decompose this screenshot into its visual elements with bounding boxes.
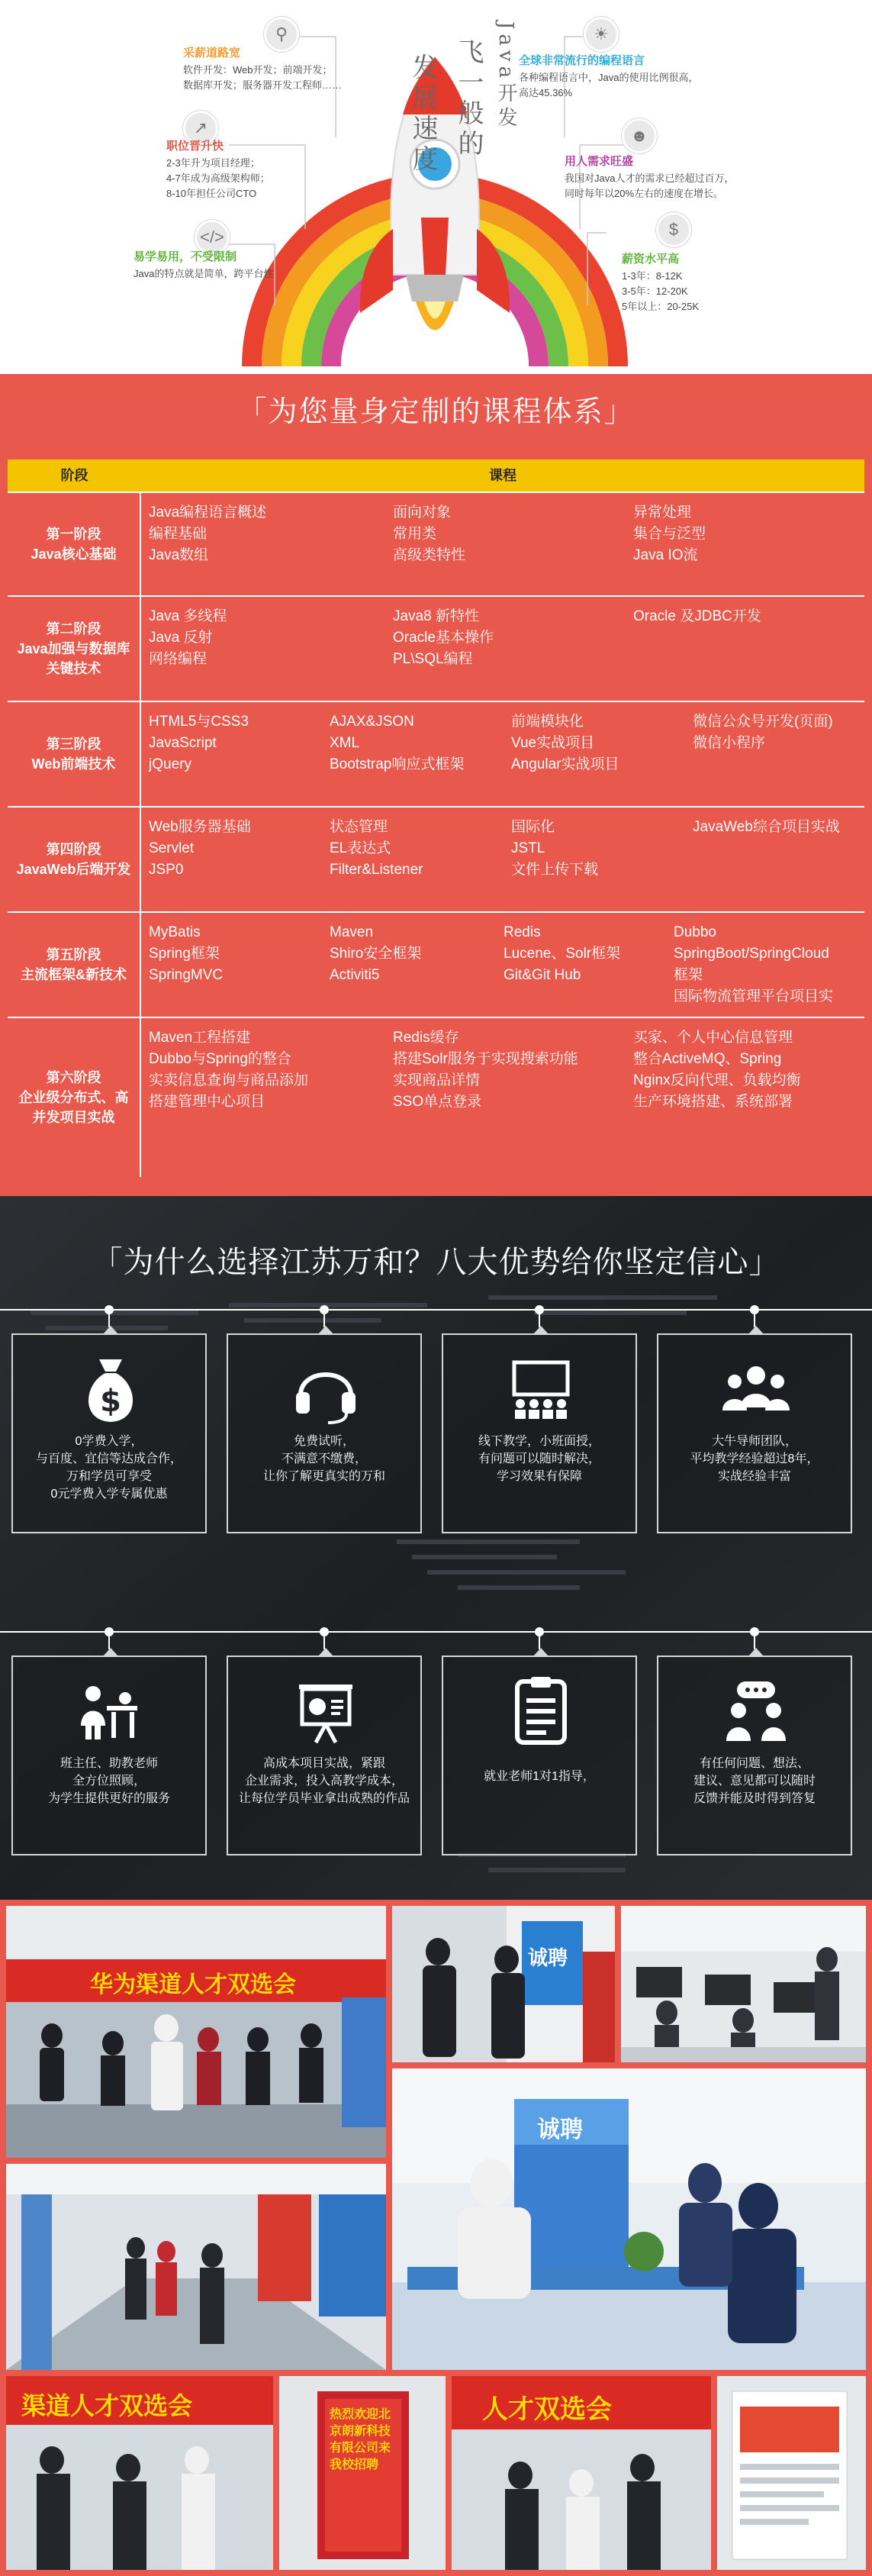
feature-line: 同时每年以20%左右的速度在增长。 (565, 188, 724, 199)
divider (0, 1309, 872, 1311)
feature-title: 用人需求旺盛 (565, 155, 634, 168)
advantage-card (657, 1333, 852, 1533)
photo-gallery (0, 1900, 872, 2576)
feature-demand (565, 153, 816, 202)
globe-icon: ☀ (584, 17, 619, 52)
course-cell: 国际化 JSTL 文件上传下载 (511, 819, 599, 878)
dollar-icon: $ (656, 212, 691, 247)
stage-row-5 (8, 911, 864, 1017)
photo-corridor (6, 2164, 386, 2370)
hero-title-right: 飞一般的 (453, 38, 484, 160)
feature-line: 2-3年升为项目经理； (166, 157, 260, 169)
connector-stem (754, 1633, 755, 1649)
stage-row-3 (8, 701, 864, 806)
course-cell: JavaWeb综合项目实战 (693, 819, 840, 835)
advantages-section (0, 1196, 872, 1900)
connector-stem (108, 1311, 110, 1327)
stage-row-1 (8, 492, 864, 595)
mentor-icon (72, 1674, 149, 1750)
advantage-card (442, 1333, 637, 1533)
stage-name: 第一阶段 Java核心基础 (8, 493, 141, 595)
advantage-text: 线下教学，小班面授， 有问题可以随时解决， 学习效果有保障 (478, 1435, 600, 1483)
advantage-text: 有任何问题、想法、 建议、意见都可以随时 反馈并能及时得到答复 (693, 1757, 816, 1805)
stage-row-6 (8, 1017, 864, 1177)
course-cell: 微信公众号开发(页面) 微信小程序 (693, 714, 833, 751)
feature-title: 薪资水平高 (622, 253, 680, 266)
money-bag-icon (72, 1352, 149, 1428)
photo-banner-crowd (6, 2376, 273, 2570)
course-cell: Dubbo SpringBoot/SpringCloud 框架 国际物流管理平台项目实 (674, 924, 834, 1004)
feature-line: 5年以上：20-25K (622, 301, 700, 312)
header-course: 课程 (489, 468, 516, 483)
advantage-card (227, 1333, 422, 1533)
stage-name: 第二阶段 Java加强与数据库 关键技术 (8, 597, 141, 701)
advantage-text: 就业老师1对1指导， (484, 1770, 595, 1783)
advantages-title: 「为什么选择江苏万和？八大优势给你坚定信心」 (92, 1246, 780, 1279)
advantage-text: 高成本项目实战，紧跟 企业需求，投入高教学成本， 让每位学员毕业拿出成熟的作品 (238, 1757, 410, 1805)
advantage-card (11, 1333, 207, 1533)
photo-company-poster (279, 2376, 446, 2570)
feature-salary-level (622, 250, 872, 314)
feature-line: 各种编程语言中，Java的使用比例很高， (519, 72, 699, 83)
advantage-text: 大牛导师团队， 平均教学经验超过8年， 实战经验丰富 (690, 1435, 819, 1483)
feature-line: 4-7年成为高级架构师； (166, 172, 270, 184)
course-cell: Oracle 及JDBC开发 (633, 608, 761, 624)
advantage-card (227, 1656, 422, 1855)
connector-stem (323, 1311, 325, 1327)
banner-text: 人才双选会 (482, 2395, 612, 2424)
recruit-sign-text: 诚聘 (537, 2117, 583, 2142)
course-cell: 面向对象 常用类 高级类特性 (393, 505, 466, 563)
presentation-icon (288, 1674, 364, 1750)
feature-title: 采薪道路宽 (183, 47, 241, 60)
code-icon: </> (195, 220, 230, 255)
course-title: 「为您量身定制的课程体系」 (237, 396, 635, 428)
photo-fair-crowd (452, 2376, 711, 2570)
course-cell: 异常处理 集合与泛型 Java IO流 (633, 505, 706, 563)
course-cell: Web服务器基础 Servlet JSP0 (149, 819, 251, 878)
feature-line: 数据库开发；服务器开发工程师…… (183, 79, 343, 91)
photo-students-booth (392, 1906, 615, 2062)
photo-computer-lab (621, 1906, 866, 2062)
banner-text: 华为渠道人才双选会 (90, 1972, 296, 1997)
course-cell: Redis缓存 搭建Solr服务于实现搜索功能 实现商品详情 SSO单点登录 (393, 1030, 578, 1110)
course-cell: Java 多线程 Java 反射 网络编程 (149, 608, 227, 667)
svg-text:$: $ (100, 1384, 121, 1419)
advantage-text: 免费试听， 不满意不缴费， 让你了解更真实的万和 (262, 1435, 385, 1483)
feature-line: 我国对Java人才的需求已经超过百万， (565, 172, 735, 184)
feature-promotion (166, 137, 418, 202)
chat-icon (718, 1674, 794, 1750)
stage-name: 第六阶段 企业级分布式、高 并发项目实战 (8, 1018, 141, 1177)
advantage-card (442, 1656, 637, 1855)
course-cell: AJAX&JSON XML Bootstrap响应式框架 (330, 714, 465, 772)
photo-interview-table (392, 2068, 866, 2370)
banner-text: 渠道人才双选会 (21, 2392, 193, 2420)
feature-line: 高达45.36% (519, 87, 573, 98)
advantage-text: 班主任、助教老师 全方位照顾， 为学生提供更好的服务 (47, 1757, 170, 1805)
trend-icon: ↗ (183, 111, 218, 146)
course-cell: Maven Shiro安全框架 Activiti5 (330, 924, 422, 983)
header-stage: 阶段 (60, 468, 88, 483)
connector-stem (539, 1311, 540, 1327)
stage-row-2 (8, 595, 864, 701)
classroom-icon (503, 1352, 579, 1428)
course-cell: 状态管理 EL表达式 Filter&Listener (330, 819, 423, 878)
course-cell: 前端模块化 Vue实战项目 Angular实战项目 (511, 714, 619, 772)
course-table-header (8, 459, 864, 492)
connector-stem (754, 1311, 755, 1327)
course-cell: HTML5与CSS3 JavaScript jQuery (149, 714, 249, 772)
team-icon (718, 1352, 794, 1428)
feature-easy-learn (134, 248, 385, 282)
stage-name: 第三阶段 Web前端技术 (8, 702, 141, 806)
document-icon (503, 1674, 579, 1750)
advantage-text: 0学费入学， 与百度、宜信等达成合作， 万和学员可享受 0元学费入学专属优惠 (35, 1435, 182, 1501)
stage-name: 第五阶段 主流框架&新技术 (8, 913, 141, 1017)
divider (0, 1631, 872, 1633)
feature-title: 易学易用，不受限制 (134, 250, 237, 263)
feature-line: 1-3年：8-12K (622, 270, 683, 282)
feature-popular-language (519, 52, 771, 101)
connector-stem (323, 1633, 325, 1649)
course-cell: Java编程语言概述 编程基础 Java数组 (149, 505, 267, 563)
feature-title: 全球非常流行的编程语言 (519, 54, 645, 67)
course-cell: MyBatis Spring框架 SpringMVC (149, 924, 224, 983)
connector-stem (539, 1633, 540, 1649)
hero-title-left: 发展速度 (407, 53, 438, 176)
search-icon: ⚲ (264, 17, 299, 52)
advantage-card (11, 1656, 207, 1855)
course-cell: Java8 新特性 Oracle基本操作 PL\SQL编程 (393, 608, 494, 667)
feature-salary-path (183, 44, 435, 93)
hero-section (0, 0, 872, 374)
headset-icon (288, 1352, 364, 1428)
people-icon: ☻ (622, 118, 657, 153)
stage-row-4 (8, 806, 864, 911)
stage-name: 第四阶段 JavaWeb后端开发 (8, 808, 141, 911)
photo-notice-board (717, 2376, 866, 2570)
poster-text: 热烈欢迎北京朗新科技有限公司来我校招聘 (330, 2408, 391, 2471)
feature-line: 3-5年：12-20K (622, 285, 688, 297)
course-cell: Maven工程搭建 Dubbo与Spring的整合 实卖信息查询与商品添加 搭建管理中心项目 (149, 1030, 309, 1110)
photo-job-fair-hall (6, 1906, 386, 2158)
feature-title: 职位晋升快 (166, 140, 224, 153)
feature-line: 软件开发：Web开发；前端开发； (183, 64, 333, 76)
advantage-card (657, 1656, 852, 1855)
hero-title-tag: Java开发 (494, 21, 517, 132)
recruit-sign-text: 诚聘 (528, 1946, 568, 1969)
course-section (0, 374, 872, 1196)
feature-line: Java的特点就是简单，跨平台性 (134, 268, 274, 279)
connector-stem (108, 1633, 110, 1649)
feature-line: 8-10年担任公司CTO (166, 188, 257, 199)
course-cell: 买家、个人中心信息管理 整合ActiveMQ、Spring Nginx反向代理、负载均衡 生产环境搭建、系统部署 (633, 1030, 801, 1110)
course-cell: Redis Lucene、Solr框架 Git&Git Hub (504, 924, 621, 983)
